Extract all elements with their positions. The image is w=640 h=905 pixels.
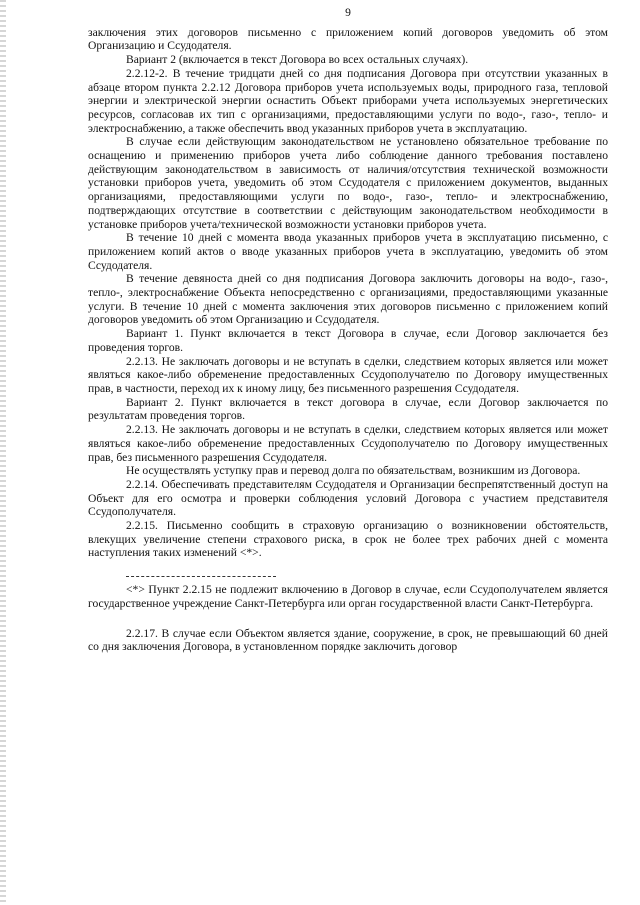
paragraph: Вариант 2. Пункт включается в текст договора в случае, если Договор заключается по результатам проведения торгов. <box>88 395 608 423</box>
paragraph: 2.2.15. Письменно сообщить в страховую организацию о возникновении обстоятельств, влекущих увеличение степени страхового риска, в срок не более трех рабочих дней с момента наступления таких изменений <*>. <box>88 519 608 560</box>
body-top <box>88 26 608 560</box>
body-bottom <box>88 627 608 654</box>
paragraph: 2.2.13. Не заключать договоры и не вступать в сделки, следствием которых является или может являться какое-либо обременение предоставленных Ссудополучателю по Договору имущественных прав, в частности, переход их к иному лицу, без письменного разрешения Ссудодателя. <box>88 354 608 395</box>
scan-edge-artifact <box>0 0 6 905</box>
footnote-block <box>88 576 608 610</box>
paragraph: В течение 10 дней с момента ввода указанных приборов учета в эксплуатацию письменно, с приложением копий актов о вводе указанных приборов учета в эксплуатацию, уведомить об этом Ссудодателя. <box>88 231 608 272</box>
paragraph: В течение девяноста дней со дня подписания Договора заключить договоры на водо-, газо-, тепло-, электроснабжение Объекта непосредственно с организациями, предоставляющими указанные услуги. В течение 10 дней с момента заключения этих договоров письменно с приложением копий договоров уведомить об этом Организацию и Ссудодателя. <box>88 272 608 327</box>
paragraph: 2.2.17. В случае если Объектом является здание, сооружение, в срок, не превышающий 60 дней со дня заключения Договора, в установленном порядке заключить договор <box>88 626 608 654</box>
paragraph: 2.2.13. Не заключать договоры и не вступать в сделки, следствием которых является или может являться какое-либо обременение предоставленных Ссудополучателю по Договору имущественных прав, без письменного разрешения Ссудодателя. <box>88 423 608 464</box>
footnote-text: <*> Пункт 2.2.15 не подлежит включению в Договор в случае, если Ссудополучателем является государственное учреждение Санкт-Петербурга или орган государственной власти Санкт-Петербурга. <box>88 583 608 610</box>
page-number: 9 <box>345 6 351 19</box>
paragraph: Вариант 1. Пункт включается в текст Договора в случае, если Договор заключается без проведения торгов. <box>88 327 608 354</box>
paragraph: Не осуществлять уступку прав и перевод долга по обязательствам, возникшим из Договора. <box>126 464 581 478</box>
paragraph: Вариант 2 (включается в текст Договора во всех остальных случаях). <box>126 53 469 67</box>
spacer <box>88 619 608 627</box>
document-page <box>88 0 608 654</box>
paragraph: заключения этих договоров письменно с приложением копий договоров уведомить об этом Организацию и Ссудодателя. <box>88 25 608 53</box>
paragraph: 2.2.14. Обеспечивать представителям Ссудодателя и Организации беспрепятственный доступ на Объект для его осмотра и проверки соблюдения условий Договора с участием представителя Ссудополучателя. <box>88 477 608 519</box>
paragraph: В случае если действующим законодательством не установлено обязательное требование по оснащению и применению приборов учета либо соблюдение данного требования поставлено действующим законодательством в зависимость от наличия/отсутствия технической возможности установки приборов учета, уведомить об этом Ссудодателя с приложением документов, выданных организациями, предоставляющими услуги по водо-, газо-, тепло- и электроснабжению, подтверждающих отсутствие в соответствии с действующим законодательством необходимости в установке приборов учета/технической возможности установки приборов учета. <box>88 135 608 231</box>
footnote-separator <box>126 576 276 577</box>
paragraph: 2.2.12-2. В течение тридцати дней со дня подписания Договора при отсутствии указанных в абзаце втором пункта 2.2.12 Договора приборов учета используемых воды, природного газа, тепловой энергии и электрической энергии оснастить Объект приборами учета используемых энергетических ресурсов, согласовав их тип с организациями, предоставляющими услуги по водо-, газо-, тепло- и электроснабжению, а также обеспечить ввод указанных приборов учета в эксплуатацию. <box>88 66 608 135</box>
